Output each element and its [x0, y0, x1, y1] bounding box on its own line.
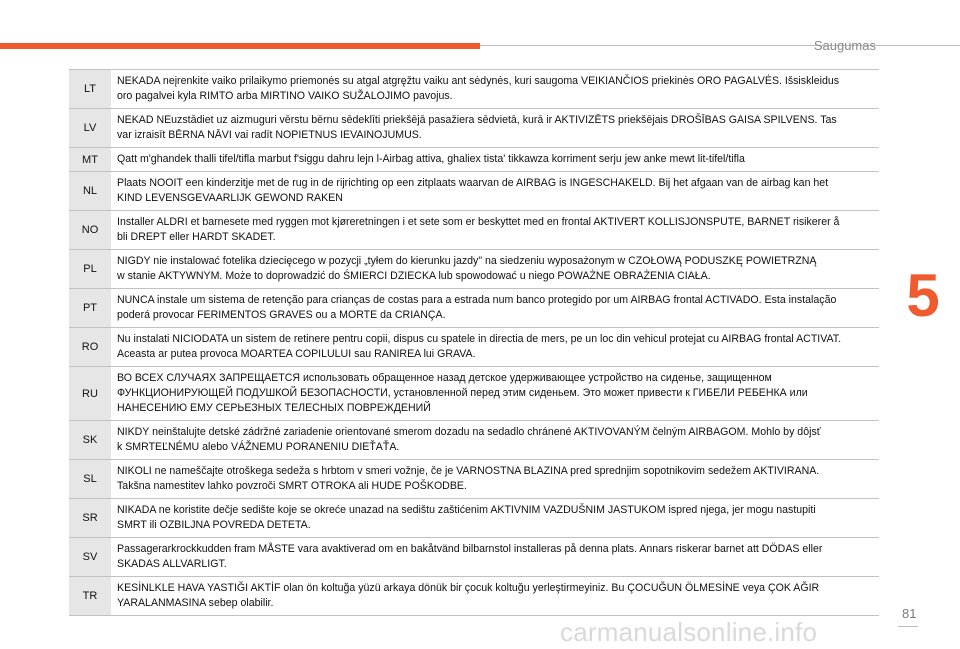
warning-text: NIKDY neinštalujte detské zádržné zariadenie orientované smerom dozadu na sedadlo chránené AKTIVOVANÝM čelným AIRBAGOM. Mohlo by dôjsť k SMRTEĽNÉMU alebo VÁŽNEMU PORANENIU DIEŤAŤA. — [117, 426, 821, 453]
watermark: carmanualsonline.info — [560, 617, 818, 647]
language-code: RO — [69, 328, 111, 366]
language-code: TR — [69, 577, 111, 615]
language-code: NL — [69, 172, 111, 210]
table-row — [69, 211, 879, 250]
warning-text: KESİNLKLE HAVA YASTIĞI AKTİF olan ön koltuğa yüzü arkaya dönük bir çocuk koltuğu yerleştirmeyiniz. Bu ÇOCUĞUN ÖLMESİNE veya ÇOK AĞIR YARALANMASINA sebep olabilir. — [117, 582, 820, 609]
language-code: LT — [69, 70, 111, 108]
table-row — [69, 499, 879, 538]
warning-table — [69, 69, 879, 616]
header-accent-bar — [0, 43, 480, 49]
section-title: Saugumas — [813, 38, 876, 53]
table-row — [69, 328, 879, 367]
language-code: SK — [69, 421, 111, 459]
table-row — [69, 69, 879, 109]
warning-text: Installer ALDRI et barnesete med ryggen mot kjøreretningen i et sete som er beskyttet med en frontal AKTIVERT KOLLISJONSPUTE, BARNET risikerer å bli DREPT eller HARDT SKADET. — [117, 216, 840, 243]
header-divider — [480, 45, 960, 46]
warning-text: NIKOLI ne nameščajte otroškega sedeža s hrbtom v smeri vožnje, če je VARNOSTNA BLAZINA pred sprednjim sopotnikovim sedežem AKTIVIRANA. Takšna namestitev lahko povzroči SMRT OTROKA ali HUDE POŠKODBE. — [117, 465, 820, 492]
warning-text: NUNCA instale um sistema de retenção para crianças de costas para a estrada num banco protegido por um AIRBAG frontal ACTIVADO. Esta instalação poderá provocar FERIMENTOS GRAVES ou a MORTE da CRIANÇA. — [117, 294, 837, 321]
language-code: SV — [69, 538, 111, 576]
warning-text: Plaats NOOIT een kinderzitje met de rug in de rijrichting op een zitplaats waarvan de AIRBAG is INGESCHAKELD. Bij het afgaan van de airbag kan het KIND LEVENSGEVAARLIJK GEWOND RAKEN — [117, 177, 829, 204]
table-row — [69, 577, 879, 616]
table-row — [69, 172, 879, 211]
warning-text: Qatt m'ghandek thalli tifel/tifla marbut f'siggu dahru lejn l-Airbag attiva, ghaliex tista' tikkawza korriment serju jew anke mewt lit-tifel/tifla — [117, 153, 745, 165]
warning-text: NEKADA neįrenkite vaiko prilaikymo priemonės su atgal atgręžtu vaiku ant sėdynės, kuri saugoma VEIKIANČIOS priekinės ORO PAGALVĖS. Išsiskleidus oro pagalvei kyla RIMTO arba MIRTINO VAIKO SUŽALOJIMO pavojus. — [117, 75, 840, 102]
table-row — [69, 148, 879, 172]
language-code: PL — [69, 250, 111, 288]
table-row — [69, 538, 879, 577]
table-row — [69, 109, 879, 148]
language-code: SL — [69, 460, 111, 498]
language-code: MT — [69, 148, 111, 171]
chapter-number: 5 — [906, 262, 940, 329]
table-row — [69, 367, 879, 421]
warning-text: ВО ВСЕХ СЛУЧАЯХ ЗАПРЕЩАЕТСЯ использовать обращенное назад детское удерживающее устройство на сиденье, защищенном ФУНКЦИОНИРУЮЩЕЙ ПОДУШКОЙ БЕЗОПАСНОСТИ, установленной перед этим сиденьем. Это может привести к ГИБЕЛИ РЕБЕНКА или НАНЕСЕНИЮ ЕМУ СЕРЬЕЗНЫХ ТЕЛЕСНЫХ ПОВРЕЖДЕНИЙ — [117, 372, 808, 414]
page-number-rule — [898, 626, 918, 627]
language-code: RU — [69, 367, 111, 420]
language-code: SR — [69, 499, 111, 537]
page-number: 81 — [902, 606, 917, 621]
table-row — [69, 421, 879, 460]
warning-text: Nu instalati NICIODATA un sistem de retinere pentru copii, dispus cu spatele in directia de mers, pe un loc din vehicul protejat cu AIRBAG frontal ACTIVAT. Aceasta ar putea provoca MOARTEA COPILULUI sau RANIREA lui GRAVA. — [117, 333, 842, 360]
table-row — [69, 250, 879, 289]
language-code: NO — [69, 211, 111, 249]
warning-text: Passagerarkrockkudden fram MÅSTE vara avaktiverad om en bakåtvänd bilbarnstol installeras på denna plats. Annars riskerar barnet att DÖDAS eller SKADAS ALLVARLIGT. — [117, 543, 823, 570]
chapter-tab — [886, 252, 960, 340]
warning-text: NEKAD NEuzstādiet uz aizmuguri vērstu bērnu sēdeklīti priekšējā pasažiera sēdvietā, kurā ir AKTIVIZĒTS priekšējais DROŠĪBAS GAISA SPILVENS. Tas var izraisīt BĒRNA NĀVI vai radīt NOPIETNUS IEVAINOJUMUS. — [117, 114, 837, 141]
language-code: PT — [69, 289, 111, 327]
warning-text: NIKADA ne koristite dečje sedište koje se okreće unazad na sedištu zaštićenim AKTIVNIM VAZDUŠNIM JASTUKOM ispred njega, jer mogu nastupiti SMRT ili OZBILJNA POVREDA DETETA. — [117, 504, 816, 531]
table-row — [69, 289, 879, 328]
language-code: LV — [69, 109, 111, 147]
table-row — [69, 460, 879, 499]
warning-text: NIGDY nie instalować fotelika dziecięcego w pozycji „tyłem do kierunku jazdy" na siedzeniu wyposażonym w CZOŁOWĄ PODUSZKĘ POWIETRZNĄ w stanie AKTYWNYM. Może to doprowadzić do ŚMIERCI DZIECKA lub spowodować u niego POWAŻNE OBRAŻENIA CIAŁA. — [117, 255, 817, 282]
